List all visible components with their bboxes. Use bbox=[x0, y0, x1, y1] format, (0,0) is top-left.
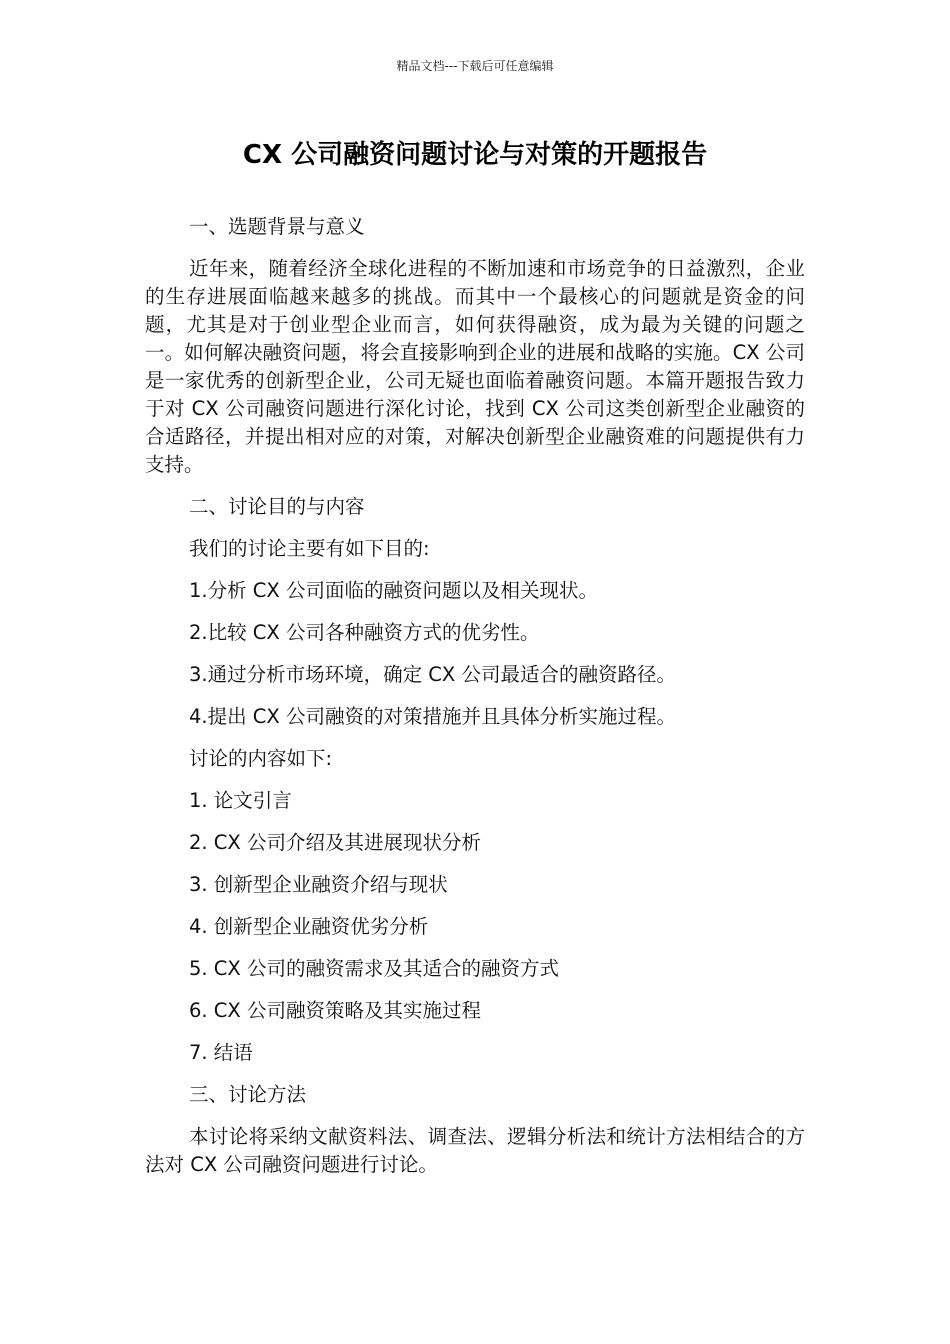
background-paragraph: 近年来，随着经济全球化进程的不断加速和市场竞争的日益激烈，企业的生存进展面临越来越多的挑战。而其中一个最核心的问题就是资金的问题，尤其是对于创业型企业而言，如何获得融资，成为最为关键的问题之一。如何解决融资问题，将会直接影响到企业的进展和战略的实施。CX 公司是一家优秀的创新型企业，公司无疑也面临着融资问题。本篇开题报告致力于对 CX 公司融资问题进行深化讨论，找到 CX 公司这类创新型企业融资的合适路径，并提出相对应的对策，对解决创新型企业融资难的问题提供有力支持。 bbox=[145, 257, 805, 476]
document-title: CX 公司融资问题讨论与对策的开题报告 bbox=[242, 140, 708, 170]
section-heading-method: 三、讨论方法 bbox=[189, 1083, 307, 1106]
purpose-item: 1.分析 CX 公司面临的融资问题以及相关现状。 bbox=[189, 579, 598, 602]
purpose-item: 4.提出 CX 公司融资的对策措施并且具体分析实施过程。 bbox=[189, 705, 676, 728]
purpose-intro: 我们的讨论主要有如下目的: bbox=[189, 537, 430, 560]
method-paragraph: 本讨论将采纳文献资料法、调查法、逻辑分析法和统计方法相结合的方法对 CX 公司融资问题进行讨论。 bbox=[145, 1125, 805, 1176]
purpose-item: 3.通过分析市场环境，确定 CX 公司最适合的融资路径。 bbox=[189, 663, 676, 686]
purpose-item: 2.比较 CX 公司各种融资方式的优劣性。 bbox=[189, 621, 540, 644]
content-item: 1. 论文引言 bbox=[189, 789, 292, 812]
content-item: 5. CX 公司的融资需求及其适合的融资方式 bbox=[189, 957, 559, 980]
document-body bbox=[145, 213, 805, 1193]
section-heading-purpose-content: 二、讨论目的与内容 bbox=[189, 495, 365, 518]
content-item: 4. 创新型企业融资优劣分析 bbox=[189, 915, 429, 938]
page-header: 精品文档---下载后可任意编辑 bbox=[396, 59, 554, 73]
content-intro: 讨论的内容如下: bbox=[189, 747, 333, 770]
content-item: 6. CX 公司融资策略及其实施过程 bbox=[189, 999, 481, 1022]
content-item: 2. CX 公司介绍及其进展现状分析 bbox=[189, 831, 481, 854]
content-item: 3. 创新型企业融资介绍与现状 bbox=[189, 873, 448, 896]
section-heading-background: 一、选题背景与意义 bbox=[189, 215, 365, 238]
content-item: 7. 结语 bbox=[189, 1041, 253, 1064]
